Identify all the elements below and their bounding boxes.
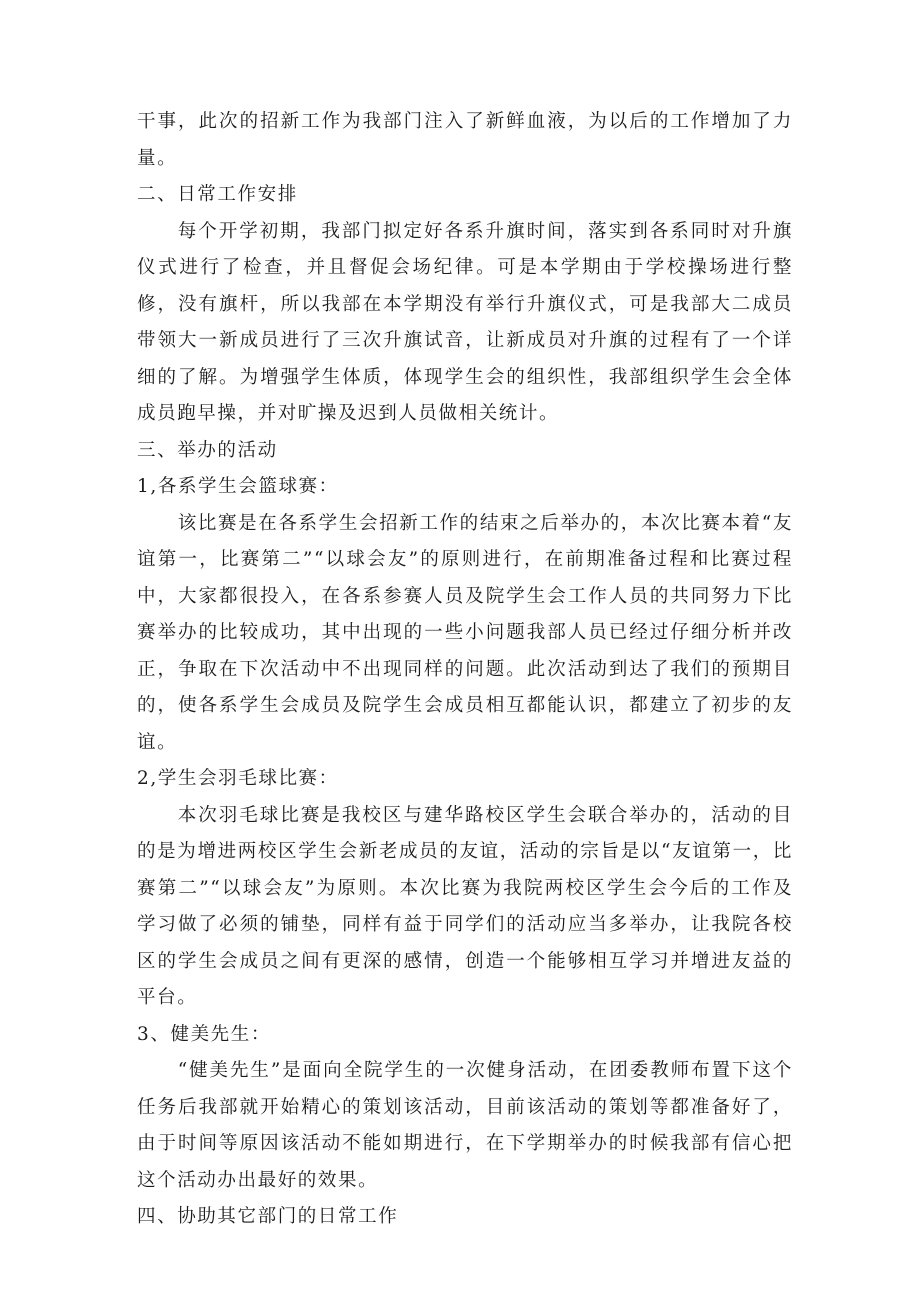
paragraph-daily-work: 每个开学初期，我部门拟定好各系升旗时间，落实到各系同时对升旗仪式进行了检查，并且督促会场纪律。可是本学期由于学校操场进行整修，没有旗杆，所以我部在本学期没有举行升旗仪式，可是我部大二成员带领大一新成员进行了三次升旗试音，让新成员对升旗的过程有了一个详细的了解。为增强学生体质，体现学生会的组织性，我部组织学生会全体成员跑早操，并对旷操及迟到人员做相关统计。	[137, 220, 793, 424]
section-heading-activities: 三、举办的活动	[137, 439, 278, 461]
subheading-basketball: 1,各系学生会篮球赛：	[137, 476, 339, 497]
paragraph-fitness: “健美先生”是面向全院学生的一次健身活动，在团委教师布置下这个任务后我部就开始精心的策划该活动，目前该活动的策划等都准备好了，由于时间等原因该活动不能如期进行，在下学期举办的时候我部有信心把这个活动办出最好的效果。	[137, 1060, 793, 1191]
paragraph-basketball: 该比赛是在各系学生会招新工作的结束之后举办的，本次比赛本着“友谊第一，比赛第二”“以球会友”的原则进行，在前期准备过程和比赛过程中，大家都很投入，在各系参赛人员及院学生会工作人员的共同努力下比赛举办的比较成功，其中出现的一些小问题我部人员已经过仔细分析并改正，争取在下次活动中不出现同样的问题。此次活动到达了我们的预期目的，使各系学生会成员及院学生会成员相互都能认识，都建立了初步的友谊。	[137, 512, 793, 753]
section-heading-daily-work: 二、日常工作安排	[137, 184, 298, 205]
subheading-fitness: 3、健美先生：	[137, 1023, 271, 1045]
paragraph-badminton: 本次羽毛球比赛是我校区与建华路校区学生会联合举办的，活动的目的是为增进两校区学生会新老成员的友谊，活动的宗旨是以“友谊第一，比赛第二”“以球会友”为原则。本次比赛为我院两校区学生会今后的工作及学习做了必须的铺垫，同样有益于同学们的活动应当多举办，让我院各校区的学生会成员之间有更深的感情，创造一个能够相互学习并增进友益的平台。	[137, 804, 793, 1008]
document-body	[137, 104, 793, 1236]
paragraph-continuation: 干事，此次的招新工作为我部门注入了新鲜血液，为以后的工作增加了力量。	[137, 111, 793, 169]
subheading-badminton: 2,学生会羽毛球比赛：	[137, 768, 339, 789]
section-heading-assist-departments: 四、协助其它部门的日常工作	[137, 1206, 399, 1227]
